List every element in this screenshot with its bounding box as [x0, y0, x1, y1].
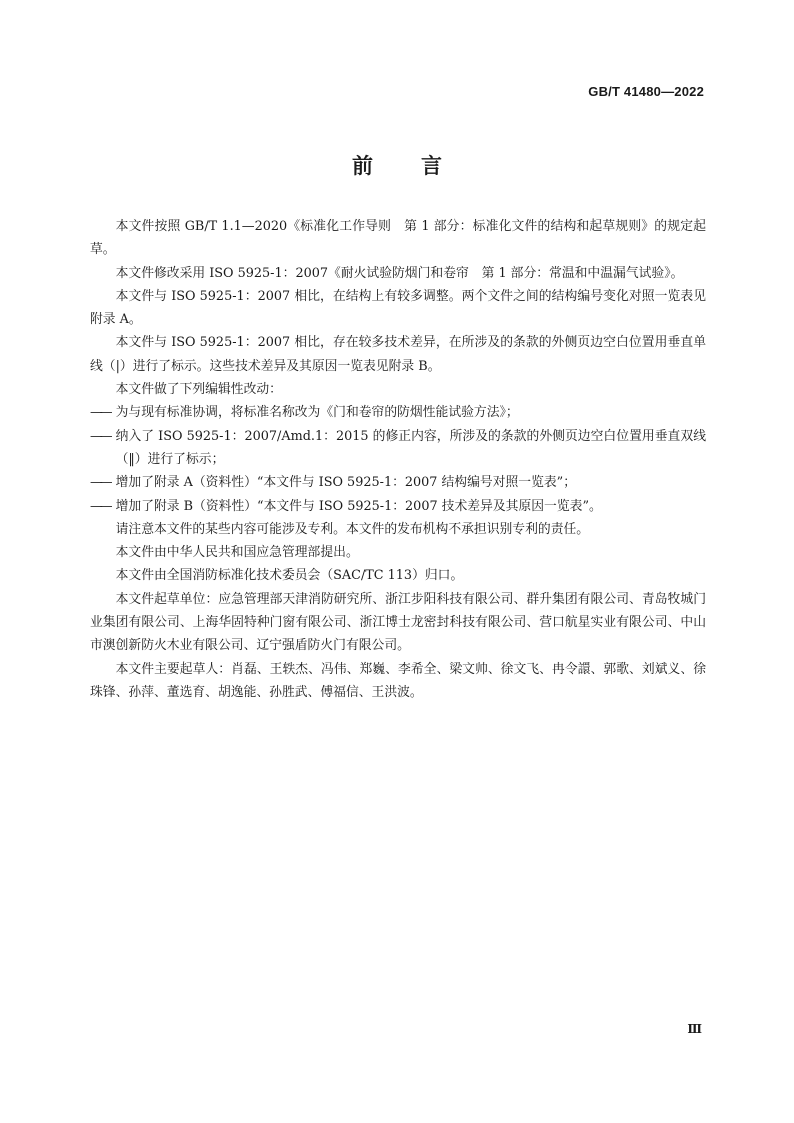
list-dash-marker: ——: [90, 498, 110, 514]
paragraph: 本文件由中华人民共和国应急管理部提出。: [115, 545, 359, 561]
list-dash-marker: ——: [90, 428, 110, 444]
list-item: [90, 471, 706, 494]
list-item-text: 为与现有标准协调，将标准名称改为《门和卷帘的防烟性能试验方法》；: [115, 405, 519, 421]
list-item: [90, 495, 706, 518]
paragraph: 本文件按照 GB/T 1.1—2020《标准化工作导则 第 1 部分：标准化文件的结构和起草规则》的规定起草。: [90, 219, 706, 258]
page-number: Ⅲ: [687, 1022, 702, 1036]
document-body: [90, 215, 706, 704]
paragraph: 请注意本文件的某些内容可能涉及专利。本文件的发布机构不承担识别专利的责任。: [115, 521, 590, 537]
standard-code: GB/T 41480—2022: [588, 84, 704, 99]
list-dash-marker: ——: [90, 475, 110, 491]
list-item-text: 增加了附录 A（资料性）“本文件与 ISO 5925-1：2007 结构编号对照一览表”；: [115, 475, 577, 491]
paragraph: 本文件修改采用 ISO 5925-1：2007《耐火试验防烟门和卷帘 第 1 部分：常温和中温漏气试验》。: [115, 265, 684, 281]
list-item-text: 纳入了 ISO 5925-1：2007/Amd.1：2015 的修正内容，所涉及的条款的外侧页边空白位置用垂直双线（‖）进行了标示；: [115, 428, 706, 467]
paragraph: 本文件起草单位：应急管理部天津消防研究所、浙江步阳科技有限公司、群升集团有限公司、青岛牧城门业集团有限公司、上海华固特种门窗有限公司、浙江博士龙密封科技有限公司、营口航星实业有限公司、中山市澳创新防火木业有限公司、辽宁强盾防火门有限公司。: [90, 591, 706, 654]
paragraph: 本文件做了下列编辑性改动：: [115, 382, 282, 398]
paragraph: 本文件与 ISO 5925-1：2007 相比，存在较多技术差异，在所涉及的条款的外侧页边空白位置用垂直单线（|）进行了标示。这些技术差异及其原因一览表见附录 B。: [90, 335, 706, 374]
paragraph: 本文件由全国消防标准化技术委员会（SAC/TC 113）归口。: [115, 568, 464, 584]
page-title: 前言: [352, 154, 490, 178]
list-dash-marker: ——: [90, 405, 110, 421]
list-item: [90, 401, 706, 424]
list-item-text: 增加了附录 B（资料性）“本文件与 ISO 5925-1：2007 技术差异及其原因一览表”。: [115, 498, 602, 514]
paragraph: 本文件主要起草人：肖磊、王轶杰、冯伟、郑巍、李希全、梁文帅、徐文飞、冉令譞、郭歌、刘斌义、徐珠锋、孙萍、董选育、胡逸能、孙胜武、傅福信、王洪波。: [90, 661, 706, 700]
paragraph: 本文件与 ISO 5925-1：2007 相比，在结构上有较多调整。两个文件之间的结构编号变化对照一览表见附录 A。: [90, 288, 706, 328]
list-item: [90, 425, 706, 472]
